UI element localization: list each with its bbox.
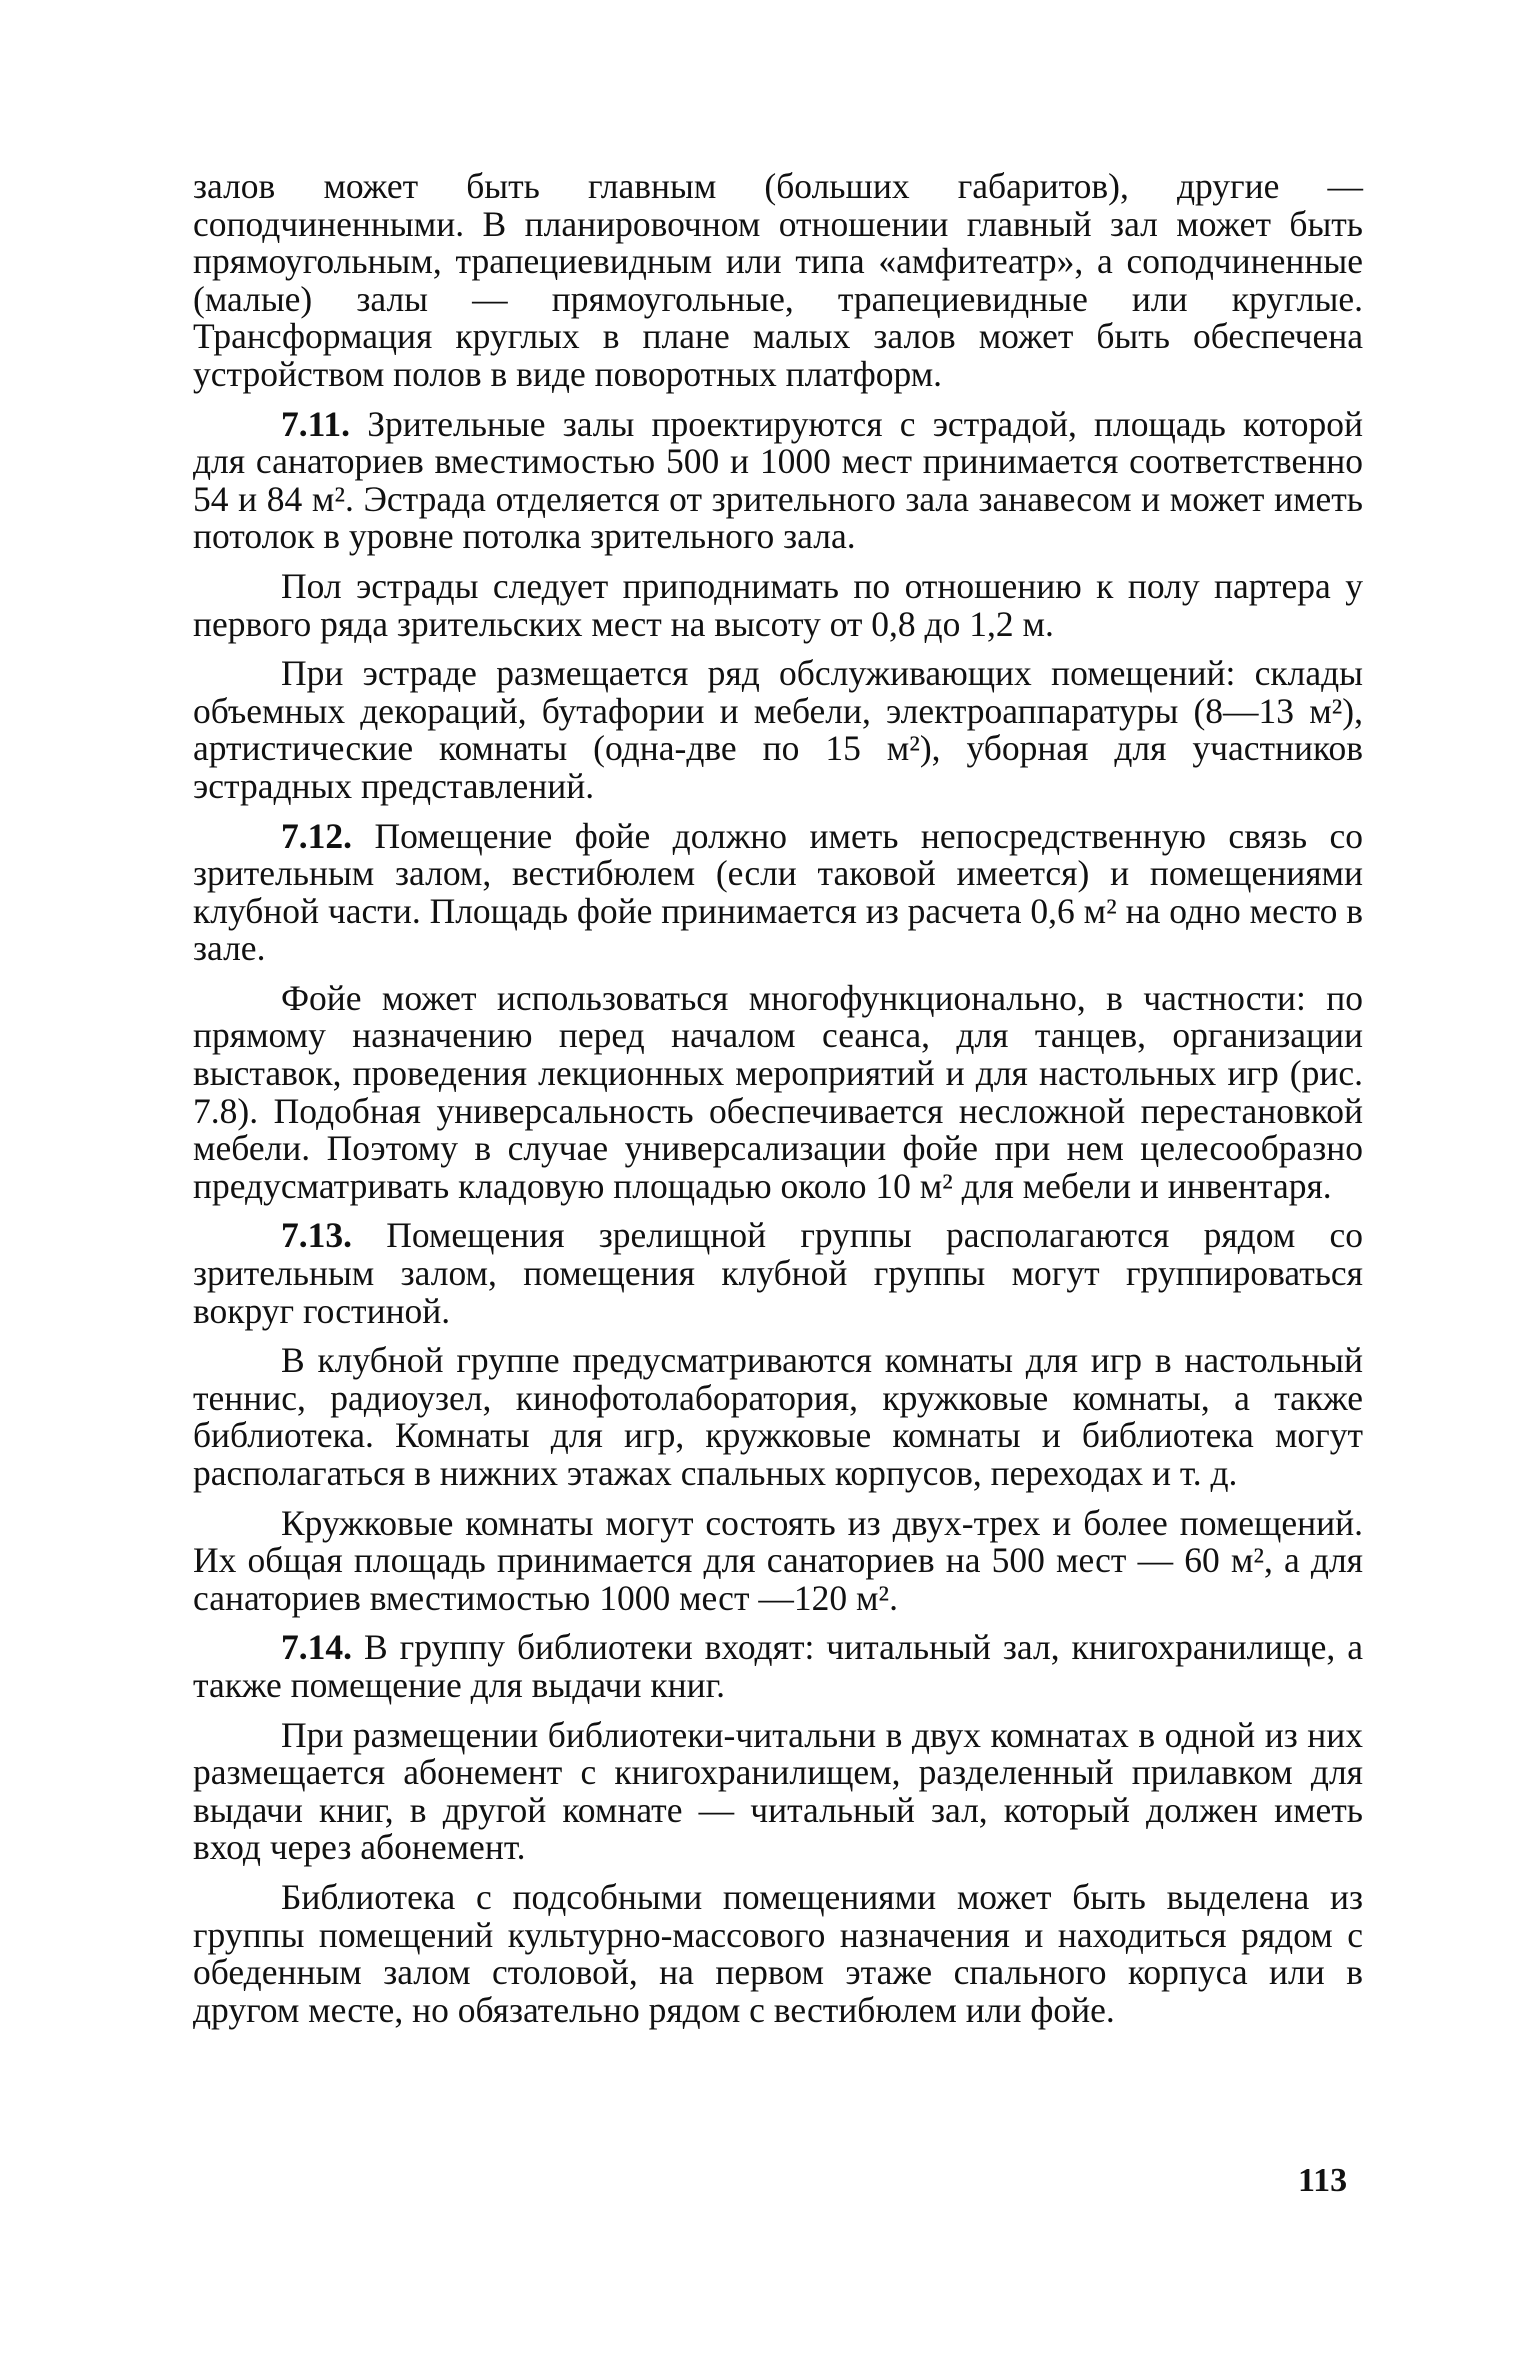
paragraph-10: При размещении библиотеки-читальни в двух комнатах в одной из них размещается абонемент с книгохранилищем, разделенный прилавком для выдачи книг, в другой комнате — читальный зал, который должен иметь вход через абонемент. (193, 1714, 1363, 1868)
section-number: 7.12. (281, 815, 352, 856)
paragraph-0: залов может быть главным (больших габаритов), другие — соподчиненными. В планировочном отношении главный зал может быть прямоугольным, трапециевидным или типа «амфитеатр», а соподчиненные (малые) залы — прямоугольные, трапециевидные или круглые. Трансформация круглых в плане малых залов может быть обеспечена устройством полов в виде поворотных платформ. (193, 166, 1363, 394)
paragraph-5: Фойе может использоваться многофункционально, в частности: по прямому назначению перед началом сеанса, для танцев, организации выставок, проведения лекционных мероприятий и для настольных игр (рис. 7.8). Подобная универсальность обеспечивается несложной перестановкой мебели. Поэтому в случае универсализации фойе при нем целесообразно предусматривать кладовую площадью около 10 м² для мебели и инвентаря. (193, 977, 1363, 1206)
page-body (193, 168, 1363, 2041)
paragraph-section-7-11: 7.11. Зрительные залы проектируются с эстрадой, площадь которой для санаториев вместимостью 500 и 1000 мест принимается соответственно 54 и 84 м². Эстрада отделяется от зрительного зала занавесом и может иметь потолок в уровне потолка зрительного зала. (193, 403, 1363, 557)
section-number: 7.11. (281, 403, 351, 444)
paragraph-section-7-12: 7.12. Помещение фойе должно иметь непосредственную связь со зрительным залом, вестибюлем (если таковой имеется) и помещениями клубной части. Площадь фойе принимается из расчета 0,6 м² на одно место в зале. (193, 815, 1363, 969)
section-number: 7.14. (281, 1627, 352, 1668)
page-number: 113 (1298, 2162, 1348, 2199)
paragraph-8: Кружковые комнаты могут состоять из двух-трех и более помещений. Их общая площадь принимается для санаториев на 500 мест — 60 м², а для санаториев вместимостью 1000 мест —120 м². (193, 1502, 1363, 1618)
paragraph-section-7-14: 7.14. В группу библиотеки входят: читальный зал, книгохранилище, а также помещение для выдачи книг. (193, 1627, 1363, 1705)
paragraph-3: При эстраде размещается ряд обслуживающих помещений: склады объемных декораций, бутафории и мебели, электроаппаратуры (8—13 м²), артистические комнаты (одна-две по 15 м²), уборная для участников эстрадных представлений. (193, 653, 1363, 806)
paragraph-11: Библиотека с подсобными помещениями может быть выделена из группы помещений культурно-массового назначения и находиться рядом с обеденным залом столовой, на первом этаже спального корпуса или в другом месте, но обязательно рядом с вестибюлем или фойе. (193, 1876, 1363, 2030)
paragraph-2: Пол эстрады следует приподнимать по отношению к полу партера у первого ряда зрительских мест на высоту от 0,8 до 1,2 м. (193, 565, 1363, 644)
paragraph-section-7-13: 7.13. Помещения зрелищной группы располагаются рядом со зрительным залом, помещения клубной группы могут группироваться вокруг гостиной. (193, 1215, 1363, 1331)
paragraph-7: В клубной группе предусматриваются комнаты для игр в настольный теннис, радиоузел, кинофотолаборатория, кружковые комнаты, а также библиотека. Комнаты для игр, кружковые комнаты и библиотека могут располагаться в нижних этажах спальных корпусов, переходах и т. д. (193, 1340, 1363, 1493)
section-number: 7.13. (281, 1215, 352, 1256)
